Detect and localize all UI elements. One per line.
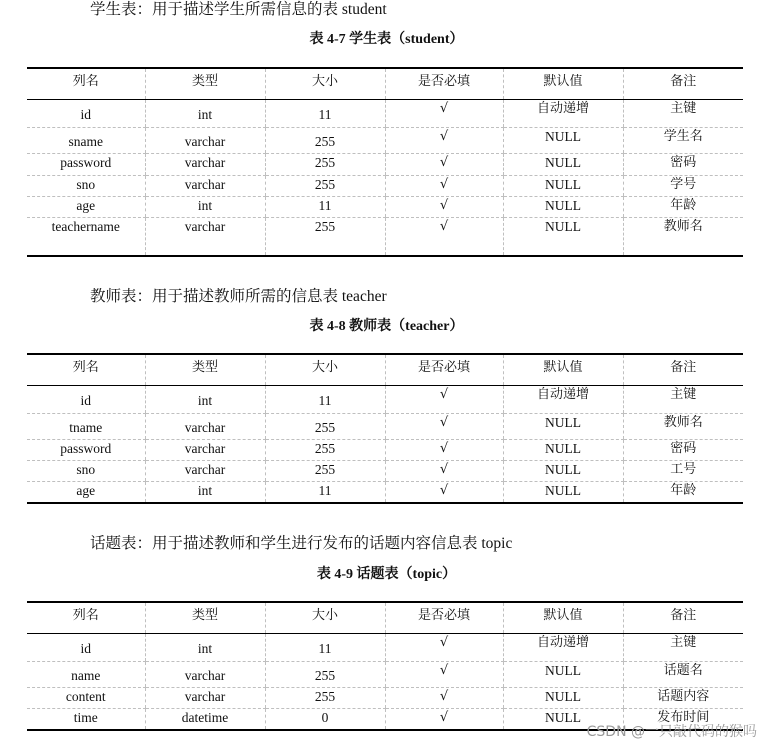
check-icon: √ bbox=[385, 688, 503, 709]
cell-size: 0 bbox=[265, 709, 385, 731]
cell-remark: 工号 bbox=[623, 461, 743, 482]
header-remark: 备注 bbox=[623, 354, 743, 386]
cell-type: varchar bbox=[145, 154, 265, 176]
cell-size: 255 bbox=[265, 218, 385, 256]
check-icon: √ bbox=[385, 386, 503, 414]
check-icon: √ bbox=[385, 662, 503, 688]
check-icon: √ bbox=[385, 176, 503, 197]
check-icon: √ bbox=[385, 197, 503, 218]
table-row bbox=[27, 414, 743, 440]
table-row bbox=[27, 218, 743, 256]
section-intro-teacher: 教师表：用于描述教师所需的信息表 teacher bbox=[90, 288, 387, 305]
table-teacher bbox=[27, 353, 743, 504]
header-size: 大小 bbox=[265, 68, 385, 100]
cell-size: 255 bbox=[265, 154, 385, 176]
table-row bbox=[27, 440, 743, 461]
cell-default: NULL bbox=[503, 461, 623, 482]
header-column-name: 列名 bbox=[27, 602, 145, 634]
header-type: 类型 bbox=[145, 68, 265, 100]
cell-default: NULL bbox=[503, 662, 623, 688]
cell-type: int bbox=[145, 386, 265, 414]
cell-remark: 年龄 bbox=[623, 482, 743, 504]
cell-size: 255 bbox=[265, 128, 385, 154]
cell-column-name: age bbox=[27, 197, 145, 218]
table-caption-teacher: 表 4-8 教师表（teacher） bbox=[309, 319, 464, 334]
cell-default: NULL bbox=[503, 176, 623, 197]
cell-size: 11 bbox=[265, 197, 385, 218]
cell-column-name: password bbox=[27, 154, 145, 176]
cell-size: 255 bbox=[265, 414, 385, 440]
cell-default: 自动递增 bbox=[503, 100, 623, 128]
table-row bbox=[27, 128, 743, 154]
header-remark: 备注 bbox=[623, 602, 743, 634]
table-row bbox=[27, 386, 743, 414]
cell-remark: 学生名 bbox=[623, 128, 743, 154]
table-row bbox=[27, 461, 743, 482]
check-icon: √ bbox=[385, 100, 503, 128]
check-icon: √ bbox=[385, 461, 503, 482]
cell-default: NULL bbox=[503, 482, 623, 504]
cell-remark: 主键 bbox=[623, 634, 743, 662]
table-row bbox=[27, 662, 743, 688]
table-row bbox=[27, 688, 743, 709]
cell-type: varchar bbox=[145, 176, 265, 197]
header-type: 类型 bbox=[145, 602, 265, 634]
table-row bbox=[27, 634, 743, 662]
cell-default: NULL bbox=[503, 414, 623, 440]
table-caption-topic: 表 4-9 话题表（topic） bbox=[316, 567, 457, 582]
cell-column-name: id bbox=[27, 100, 145, 128]
cell-remark: 发布时间 bbox=[623, 709, 743, 731]
header-remark: 备注 bbox=[623, 68, 743, 100]
table-topic bbox=[27, 601, 743, 731]
cell-default: NULL bbox=[503, 709, 623, 731]
header-size: 大小 bbox=[265, 354, 385, 386]
header-default: 默认值 bbox=[503, 354, 623, 386]
cell-type: int bbox=[145, 100, 265, 128]
cell-size: 255 bbox=[265, 688, 385, 709]
cell-size: 11 bbox=[265, 100, 385, 128]
check-icon: √ bbox=[385, 128, 503, 154]
cell-remark: 密码 bbox=[623, 440, 743, 461]
header-column-name: 列名 bbox=[27, 68, 145, 100]
cell-type: varchar bbox=[145, 128, 265, 154]
cell-remark: 教师名 bbox=[623, 218, 743, 256]
cell-default: NULL bbox=[503, 688, 623, 709]
header-column-name: 列名 bbox=[27, 354, 145, 386]
cell-default: NULL bbox=[503, 218, 623, 256]
cell-size: 255 bbox=[265, 461, 385, 482]
cell-remark: 学号 bbox=[623, 176, 743, 197]
cell-type: int bbox=[145, 634, 265, 662]
header-default: 默认值 bbox=[503, 68, 623, 100]
cell-column-name: sno bbox=[27, 176, 145, 197]
section-intro-student: 学生表：用于描述学生所需信息的表 student bbox=[90, 1, 387, 18]
cell-remark: 教师名 bbox=[623, 414, 743, 440]
table-row bbox=[27, 482, 743, 504]
check-icon: √ bbox=[385, 634, 503, 662]
cell-default: NULL bbox=[503, 154, 623, 176]
cell-column-name: time bbox=[73, 710, 98, 725]
cell-column-name: teachername bbox=[51, 219, 120, 234]
cell-column-name: name bbox=[27, 662, 145, 688]
cell-type: int bbox=[145, 482, 265, 504]
header-required: 是否必填 bbox=[385, 354, 503, 386]
header-required: 是否必填 bbox=[385, 602, 503, 634]
check-icon: √ bbox=[385, 414, 503, 440]
cell-column-name: age bbox=[76, 483, 96, 498]
cell-size: 11 bbox=[265, 634, 385, 662]
section-intro-topic: 话题表：用于描述教师和学生进行发布的话题内容信息表 topic bbox=[90, 535, 513, 552]
table-row bbox=[27, 100, 743, 128]
cell-type: varchar bbox=[145, 414, 265, 440]
check-icon: √ bbox=[385, 154, 503, 176]
cell-size: 11 bbox=[265, 482, 385, 504]
header-default: 默认值 bbox=[503, 602, 623, 634]
cell-column-name: tname bbox=[27, 414, 145, 440]
cell-column-name: id bbox=[27, 386, 145, 414]
cell-type: varchar bbox=[145, 662, 265, 688]
cell-remark: 话题名 bbox=[623, 662, 743, 688]
cell-column-name: password bbox=[27, 440, 145, 461]
cell-size: 255 bbox=[265, 176, 385, 197]
cell-default: 自动递增 bbox=[503, 386, 623, 414]
cell-type: varchar bbox=[145, 218, 265, 256]
cell-remark: 主键 bbox=[623, 100, 743, 128]
cell-size: 255 bbox=[265, 662, 385, 688]
cell-default: NULL bbox=[503, 440, 623, 461]
cell-type: varchar bbox=[145, 440, 265, 461]
table-header-row bbox=[27, 602, 743, 634]
cell-column-name: sno bbox=[27, 461, 145, 482]
cell-type: varchar bbox=[145, 688, 265, 709]
check-icon: √ bbox=[385, 218, 503, 256]
table-header-row bbox=[27, 68, 743, 100]
cell-type: varchar bbox=[145, 461, 265, 482]
header-type: 类型 bbox=[145, 354, 265, 386]
cell-column-name: content bbox=[27, 688, 145, 709]
cell-type: int bbox=[145, 197, 265, 218]
cell-default: 自动递增 bbox=[503, 634, 623, 662]
table-row bbox=[27, 197, 743, 218]
header-required: 是否必填 bbox=[385, 68, 503, 100]
cell-remark: 年龄 bbox=[623, 197, 743, 218]
cell-size: 255 bbox=[265, 440, 385, 461]
cell-remark: 密码 bbox=[623, 154, 743, 176]
cell-default: NULL bbox=[503, 128, 623, 154]
cell-type: datetime bbox=[145, 709, 265, 731]
table-student bbox=[27, 67, 743, 257]
table-row bbox=[27, 176, 743, 197]
check-icon: √ bbox=[385, 440, 503, 461]
cell-remark: 话题内容 bbox=[623, 688, 743, 709]
cell-default: NULL bbox=[503, 197, 623, 218]
cell-size: 11 bbox=[265, 386, 385, 414]
header-size: 大小 bbox=[265, 602, 385, 634]
check-icon: √ bbox=[385, 482, 503, 504]
watermark: CSDN @一只敲代码的猴吗 bbox=[586, 724, 757, 740]
cell-column-name: id bbox=[27, 634, 145, 662]
table-caption-student: 表 4-7 学生表（student） bbox=[309, 32, 464, 47]
cell-remark: 主键 bbox=[623, 386, 743, 414]
table-row bbox=[27, 154, 743, 176]
check-icon: √ bbox=[385, 709, 503, 731]
cell-column-name: sname bbox=[27, 128, 145, 154]
table-header-row bbox=[27, 354, 743, 386]
